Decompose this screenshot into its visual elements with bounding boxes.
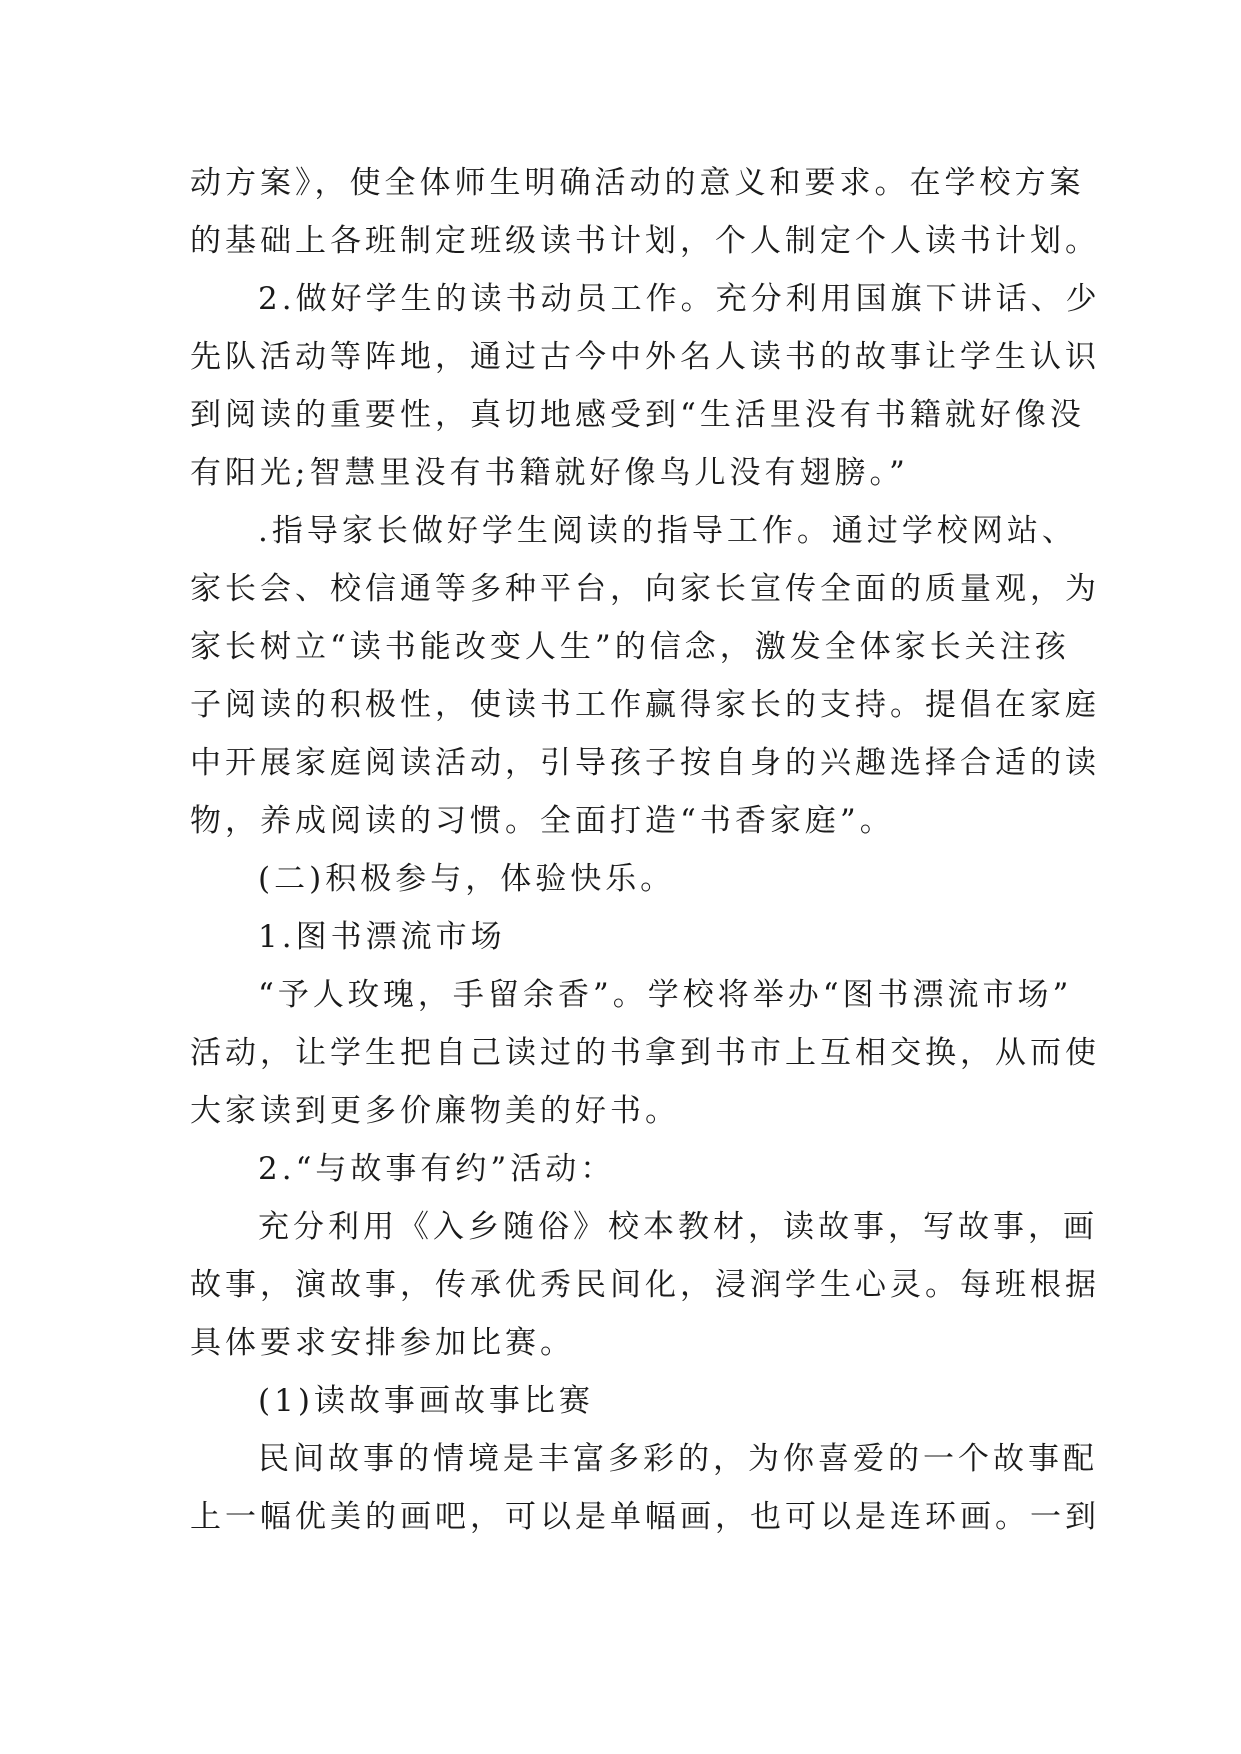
text-line: 动方案》，使全体师生明确活动的意义和要求。在学校方案 <box>190 165 1085 201</box>
document-body <box>190 154 1101 1546</box>
paragraph-start-line: 民间故事的情境是丰富多彩的，为你喜爱的一个故事配 <box>258 1441 1098 1477</box>
text-line: 故事，演故事，传承优秀民间化，浸润学生心灵。每班根据 <box>190 1267 1100 1303</box>
text-line: 物，养成阅读的习惯。全面打造“书香家庭”。 <box>190 803 895 839</box>
text-line: 活动，让学生把自己读过的书拿到书市上互相交换，从而使 <box>190 1035 1100 1071</box>
paragraph-start-line: “予人玫瑰，手留余香”。学校将举办“图书漂流市场” <box>258 977 1073 1013</box>
subsection-heading: 1.图书漂流市场 <box>258 919 506 955</box>
text-line: 到阅读的重要性，真切地感受到“生活里没有书籍就好像没 <box>190 397 1085 433</box>
text-line: 有阳光;智慧里没有书籍就好像鸟儿没有翅膀。” <box>190 455 909 491</box>
paragraph-start-line: 2.做好学生的读书动员工作。充分利用国旗下讲话、少 <box>258 281 1101 317</box>
paragraph-start-line: .指导家长做好学生阅读的指导工作。通过学校网站、 <box>258 513 1077 549</box>
text-line: 上一幅优美的画吧，可以是单幅画，也可以是连环画。一到 <box>190 1499 1100 1535</box>
text-line: 中开展家庭阅读活动，引导孩子按自身的兴趣选择合适的读 <box>190 745 1100 781</box>
paragraph-start-line: 充分利用《入乡随俗》校本教材，读故事，写故事，画 <box>258 1209 1098 1245</box>
subsection-heading: (1)读故事画故事比赛 <box>258 1383 594 1419</box>
section-heading: (二)积极参与，体验快乐。 <box>258 861 676 897</box>
subsection-heading: 2.“与故事有约”活动： <box>258 1151 616 1187</box>
text-line: 大家读到更多价廉物美的好书。 <box>190 1093 680 1129</box>
text-line: 家长会、校信通等多种平台，向家长宣传全面的质量观，为 <box>190 571 1100 607</box>
text-line: 家长树立“读书能改变人生”的信念，激发全体家长关注孩 <box>190 629 1070 665</box>
text-line: 具体要求安排参加比赛。 <box>190 1325 575 1361</box>
text-line: 的基础上各班制定班级读书计划，个人制定个人读书计划。 <box>190 223 1100 259</box>
text-line: 子阅读的积极性，使读书工作赢得家长的支持。提倡在家庭 <box>190 687 1100 723</box>
text-line: 先队活动等阵地，通过古今中外名人读书的故事让学生认识 <box>190 339 1100 375</box>
